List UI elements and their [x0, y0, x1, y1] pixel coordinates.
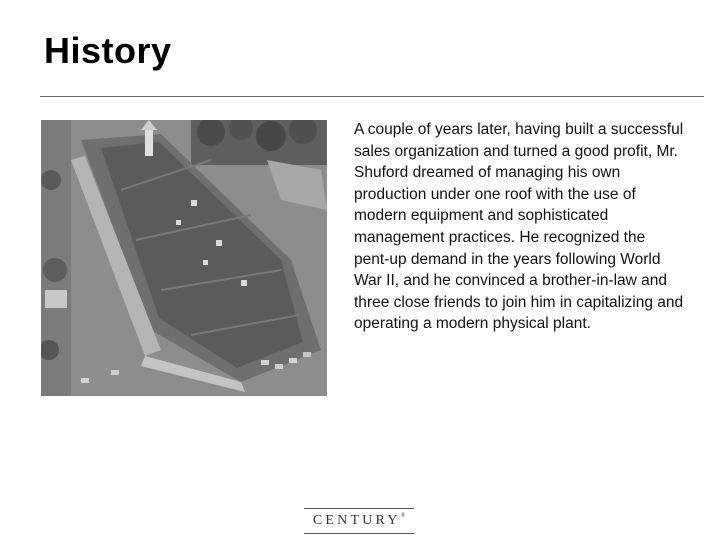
logo-top-line [304, 508, 414, 509]
logo-text: CENTURY [312, 513, 401, 528]
aerial-factory-photo [41, 120, 327, 396]
logo-wordmark [300, 513, 418, 529]
history-paragraph: A couple of years later, having built a successful sales organization and turned a good profit, Mr. Shuford dreamed of managing his own production under one roof with the use of modern equipment and sophisticated management practices. He recognized the pent-up demand in the years following World War II, and he convinced a brother-in-law and three close friends to join him in capitalizing and operating a modern physical plant. [354, 121, 684, 333]
trademark-mark: ® [400, 513, 406, 519]
century-logo [300, 508, 418, 536]
slide-title: History [44, 30, 172, 71]
title-divider [40, 96, 704, 97]
logo-bottom-line [304, 533, 414, 534]
